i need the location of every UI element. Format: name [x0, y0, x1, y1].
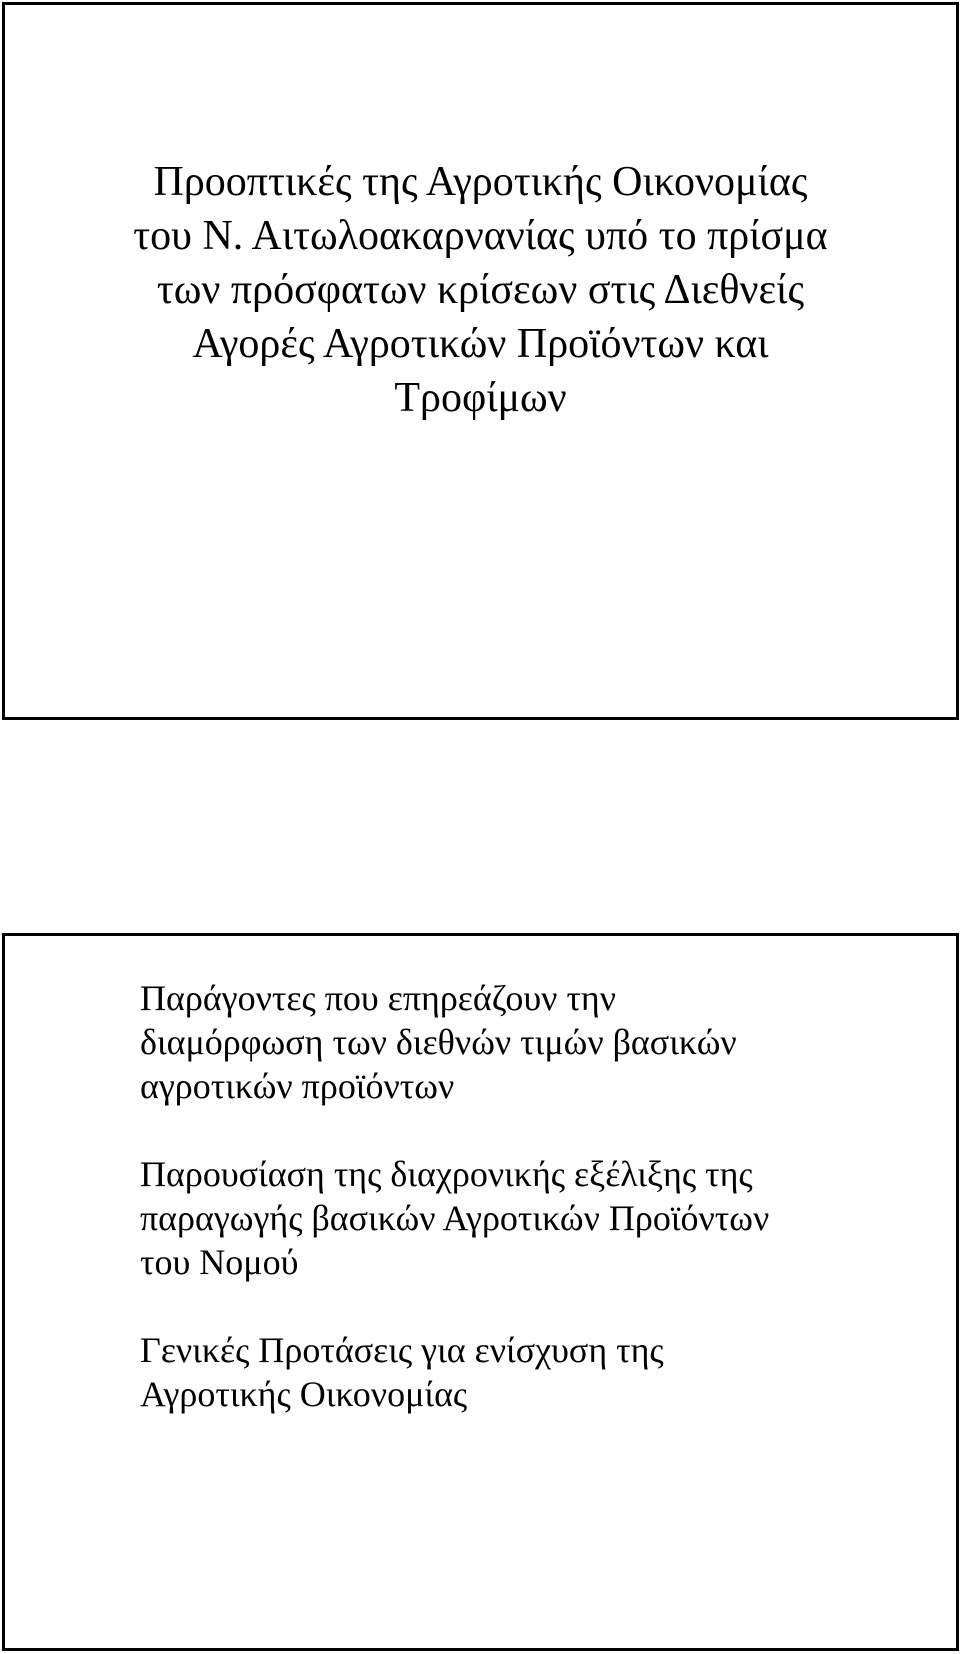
agenda-line: διαμόρφωση των διεθνών τιμών βασικών — [140, 1022, 737, 1062]
title-line: Αγορές Αγροτικών Προϊόντων και — [192, 321, 769, 367]
title-line: Προοπτικές της Αγροτικής Οικονομίας — [153, 159, 808, 205]
agenda-item-price-factors — [140, 976, 916, 1108]
agenda-line: Παρουσίαση της διαχρονικής εξέλιξης της — [140, 1154, 753, 1194]
agenda-line: Γενικές Προτάσεις για ενίσχυση της — [140, 1330, 664, 1370]
agenda-line: Παράγοντες που επηρεάζουν την — [140, 978, 617, 1018]
agenda-item-production-evolution — [140, 1152, 916, 1284]
agenda-item-general-proposals — [140, 1328, 916, 1416]
agenda-slide — [2, 933, 959, 1651]
agenda-list — [140, 976, 916, 1460]
title-line: των πρόσφατων κρίσεων στις Διεθνείς — [156, 267, 805, 313]
agenda-line: του Νομού — [140, 1242, 299, 1282]
agenda-line: Αγροτικής Οικονομίας — [140, 1374, 468, 1414]
agenda-line: παραγωγής βασικών Αγροτικών Προϊόντων — [140, 1198, 770, 1238]
agenda-line: αγροτικών προϊόντων — [140, 1066, 455, 1106]
title-line: του Ν. Αιτωλοακαρνανίας υπό το πρίσμα — [133, 213, 828, 259]
presentation-title — [65, 155, 896, 425]
title-line: Τροφίμων — [394, 375, 567, 421]
title-slide — [2, 2, 959, 720]
